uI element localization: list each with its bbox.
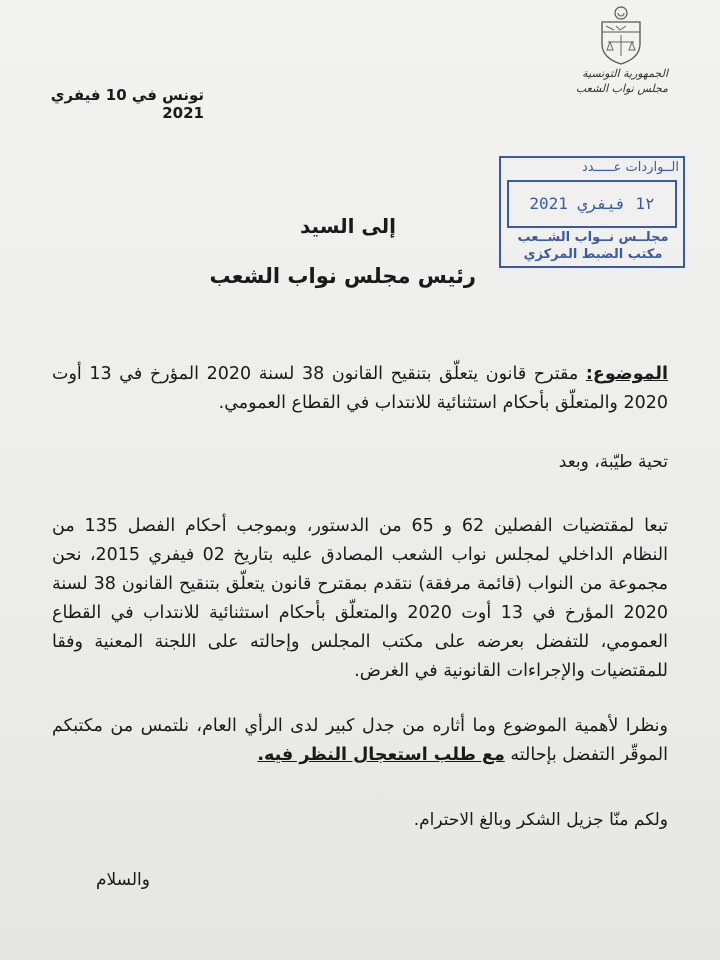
closing-salutation: والسلام xyxy=(96,870,150,890)
header-republic-line: الجمهورية التونسية xyxy=(582,67,668,80)
body-paragraph-2 xyxy=(52,712,668,770)
received-stamp xyxy=(499,156,685,268)
thanks-line: ولكم منّا جزيل الشكر وبالغ الاحترام. xyxy=(413,810,668,830)
stamp-line-parliament: مجلــس نــواب الشــعب xyxy=(517,230,669,245)
stamp-date: 1٢ فيفري 2021 xyxy=(529,194,655,213)
subject-text: مقترح قانون يتعلّق بتنقيح القانون 38 لسنة 2020 المؤرخ في 13 أوت 2020 والمتعلّق بأحكام استثنائية للانتداب في القطاع العمومي. xyxy=(52,364,668,413)
stamp-date-box xyxy=(507,180,677,228)
stamp-header: الــواردات عـــــدد xyxy=(582,160,679,175)
letter-date: تونس في 10 فيفري 2021 xyxy=(50,86,204,122)
recipient-title: رئيس مجلس نواب الشعب xyxy=(209,264,476,288)
greeting: تحية طيّبة، وبعد xyxy=(558,452,668,472)
body-paragraph-1: تبعا لمقتضيات الفصلين 62 و 65 من الدستور، وبموجب أحكام الفصل 135 من النظام الداخلي لمجلس نواب الشعب المصادق عليه بتاريخ 02 فيفري 2015، نحن مجموعة من النواب (قائمة مرفقة) نتقدم بمقترح قانون يتعلّق بتنقيح القانون 38 لسنة 2020 المؤرخ في 13 أوت 2020 والمتعلّق بأحكام استثنائية للانتداب في القطاع العمومي، للتفضل بعرضه على مكتب المجلس وإحالته على اللجنة المعنية وفقا للمقتضيات والإجراءات القانونية في الغرض. xyxy=(52,516,669,681)
urgent-request-emphasis: مع طلب استعجال النظر فيه. xyxy=(257,745,505,765)
subject-paragraph xyxy=(52,360,668,418)
tunisia-coat-of-arms-icon xyxy=(596,4,646,66)
body-paragraph-2-text: ونظرا لأهمية الموضوع وما أثاره من جدل كبير لدى الرأي العام، نلتمس من مكتبكم الموقّر التفضل بإحالته xyxy=(52,716,668,765)
subject-label: الموضوع: xyxy=(585,364,668,384)
recipient-to: إلى السيد xyxy=(300,214,396,238)
stamp-line-office: مكتب الضبط المركزي xyxy=(523,247,663,262)
header-parliament-line: مجلس نواب الشعب xyxy=(575,82,668,95)
